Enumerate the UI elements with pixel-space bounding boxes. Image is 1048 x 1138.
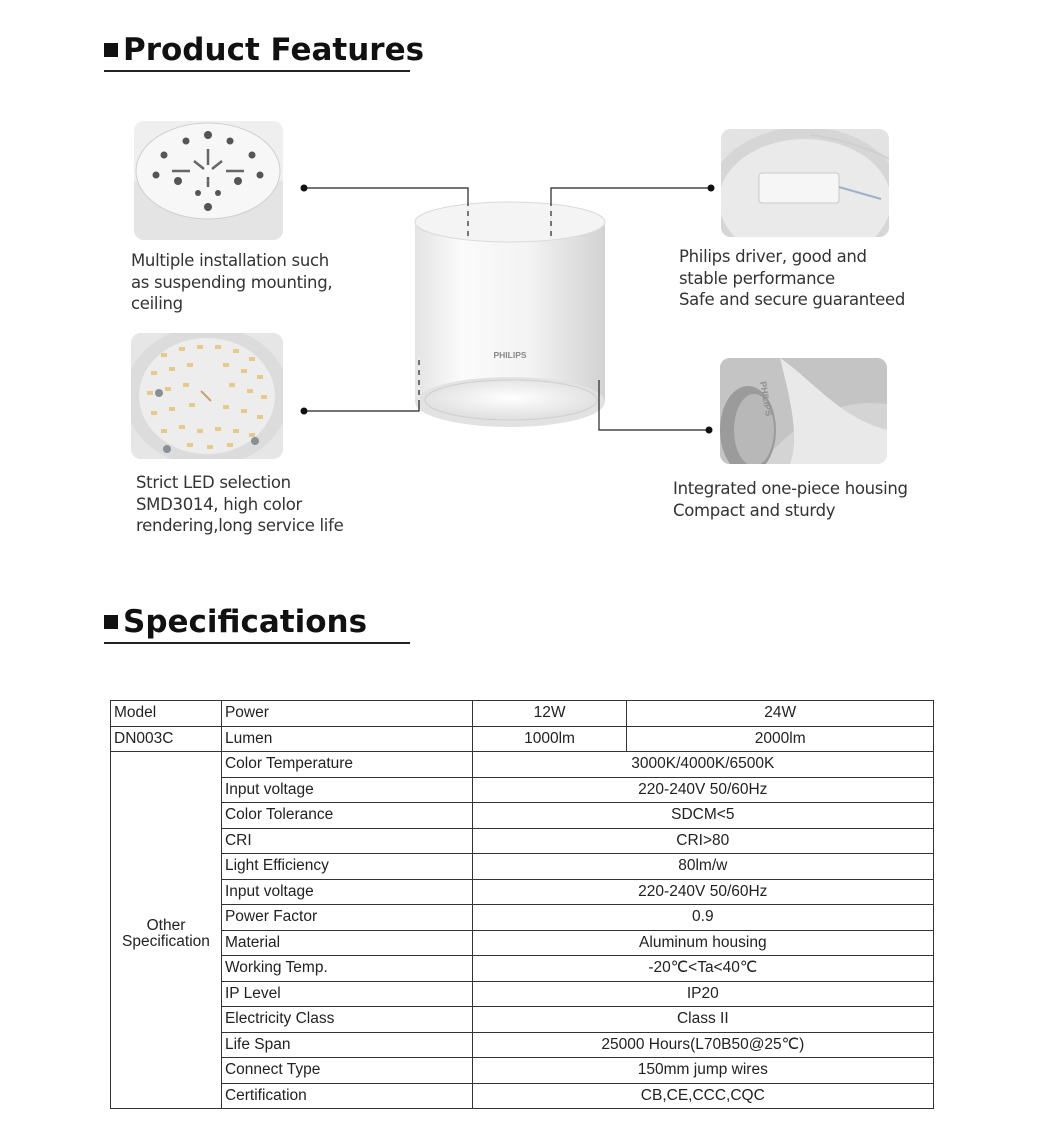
power-24w-cell: 24W [627, 701, 934, 727]
connector-dot [301, 408, 308, 415]
spec-label-cell: Life Span [221, 1032, 472, 1058]
table-row [111, 1083, 934, 1109]
specifications-table [110, 700, 934, 1109]
heading-square-icon [104, 615, 118, 629]
spec-label-cell: Certification [221, 1083, 472, 1109]
spec-value-cell: -20℃<Ta<40℃ [472, 956, 933, 982]
spec-value-cell: 0.9 [472, 905, 933, 931]
spec-label-cell: Color Temperature [221, 752, 472, 778]
product-features-heading [104, 32, 425, 72]
table-row [111, 879, 934, 905]
spec-label-cell: Light Efficiency [221, 854, 472, 880]
spec-value-cell: CB,CE,CCC,CQC [472, 1083, 933, 1109]
caption-installation: Multiple installation such as suspending mounting, ceiling [131, 251, 333, 313]
table-row [111, 930, 934, 956]
other-specification-label: Specification [122, 933, 210, 950]
spec-value-cell: IP20 [472, 981, 933, 1007]
specifications-title: Specifications [123, 604, 368, 640]
table-row [111, 752, 934, 778]
connector-dot [708, 185, 715, 192]
lumen-1000-cell: 1000lm [472, 726, 627, 752]
spec-label-cell: Power Factor [221, 905, 472, 931]
spec-label-cell: Color Tolerance [221, 803, 472, 829]
product-features-title: Product Features [123, 32, 425, 68]
spec-value-cell: 150mm jump wires [472, 1058, 933, 1084]
spec-label-cell: Electricity Class [221, 1007, 472, 1033]
power-label-cell: Power [221, 701, 472, 727]
spec-label-cell: CRI [221, 828, 472, 854]
led-board-image [131, 333, 283, 459]
spec-label-cell: Connect Type [221, 1058, 472, 1084]
table-row [111, 981, 934, 1007]
other-specification-label: Other [146, 917, 186, 934]
spec-value-cell: 80lm/w [472, 854, 933, 880]
other-specification-cell [111, 752, 222, 1109]
table-row [111, 803, 934, 829]
heading-square-icon [104, 43, 118, 57]
table-row [111, 854, 934, 880]
table-row [111, 1058, 934, 1084]
spec-value-cell: CRI>80 [472, 828, 933, 854]
spec-value-cell: Aluminum housing [472, 930, 933, 956]
spec-value-cell: 3000K/4000K/6500K [472, 752, 933, 778]
table-row [111, 701, 934, 727]
power-12w-cell: 12W [472, 701, 627, 727]
model-label-cell: Model [111, 701, 222, 727]
lumen-2000-cell: 2000lm [627, 726, 934, 752]
spec-value-cell: SDCM<5 [472, 803, 933, 829]
table-row [111, 1007, 934, 1033]
lumen-label-cell: Lumen [221, 726, 472, 752]
table-row [111, 1032, 934, 1058]
table-row [111, 905, 934, 931]
specifications-heading [104, 604, 410, 644]
downlight-body [415, 202, 605, 427]
model-value-cell: DN003C [111, 726, 222, 752]
lamp-brand-label: PHILIPS [493, 350, 527, 360]
connector-dot [301, 185, 308, 192]
caption-led-selection: Strict LED selection SMD3014, high color rendering,long service life [136, 473, 344, 535]
philips-driver-image [721, 129, 889, 237]
spec-label-cell: Input voltage [221, 777, 472, 803]
table-row [111, 956, 934, 982]
spec-label-cell: Material [221, 930, 472, 956]
mounting-plate-image [134, 121, 283, 240]
spec-label-cell: Input voltage [221, 879, 472, 905]
table-row [111, 777, 934, 803]
spec-label-cell: Working Temp. [221, 956, 472, 982]
spec-label-cell: IP Level [221, 981, 472, 1007]
caption-philips-driver: Philips driver, good and stable performance Safe and secure guaranteed [679, 247, 906, 309]
one-piece-housing-image [720, 358, 887, 464]
table-row [111, 828, 934, 854]
spec-value-cell: 220-240V 50/60Hz [472, 777, 933, 803]
spec-value-cell: 25000 Hours(L70B50@25℃) [472, 1032, 933, 1058]
spec-value-cell: Class II [472, 1007, 933, 1033]
table-row [111, 726, 934, 752]
svg-text:PHILIPS: PHILIPS [758, 380, 774, 417]
caption-housing: Integrated one-piece housing Compact and sturdy [673, 479, 908, 520]
connector-dot [706, 427, 713, 434]
spec-value-cell: 220-240V 50/60Hz [472, 879, 933, 905]
